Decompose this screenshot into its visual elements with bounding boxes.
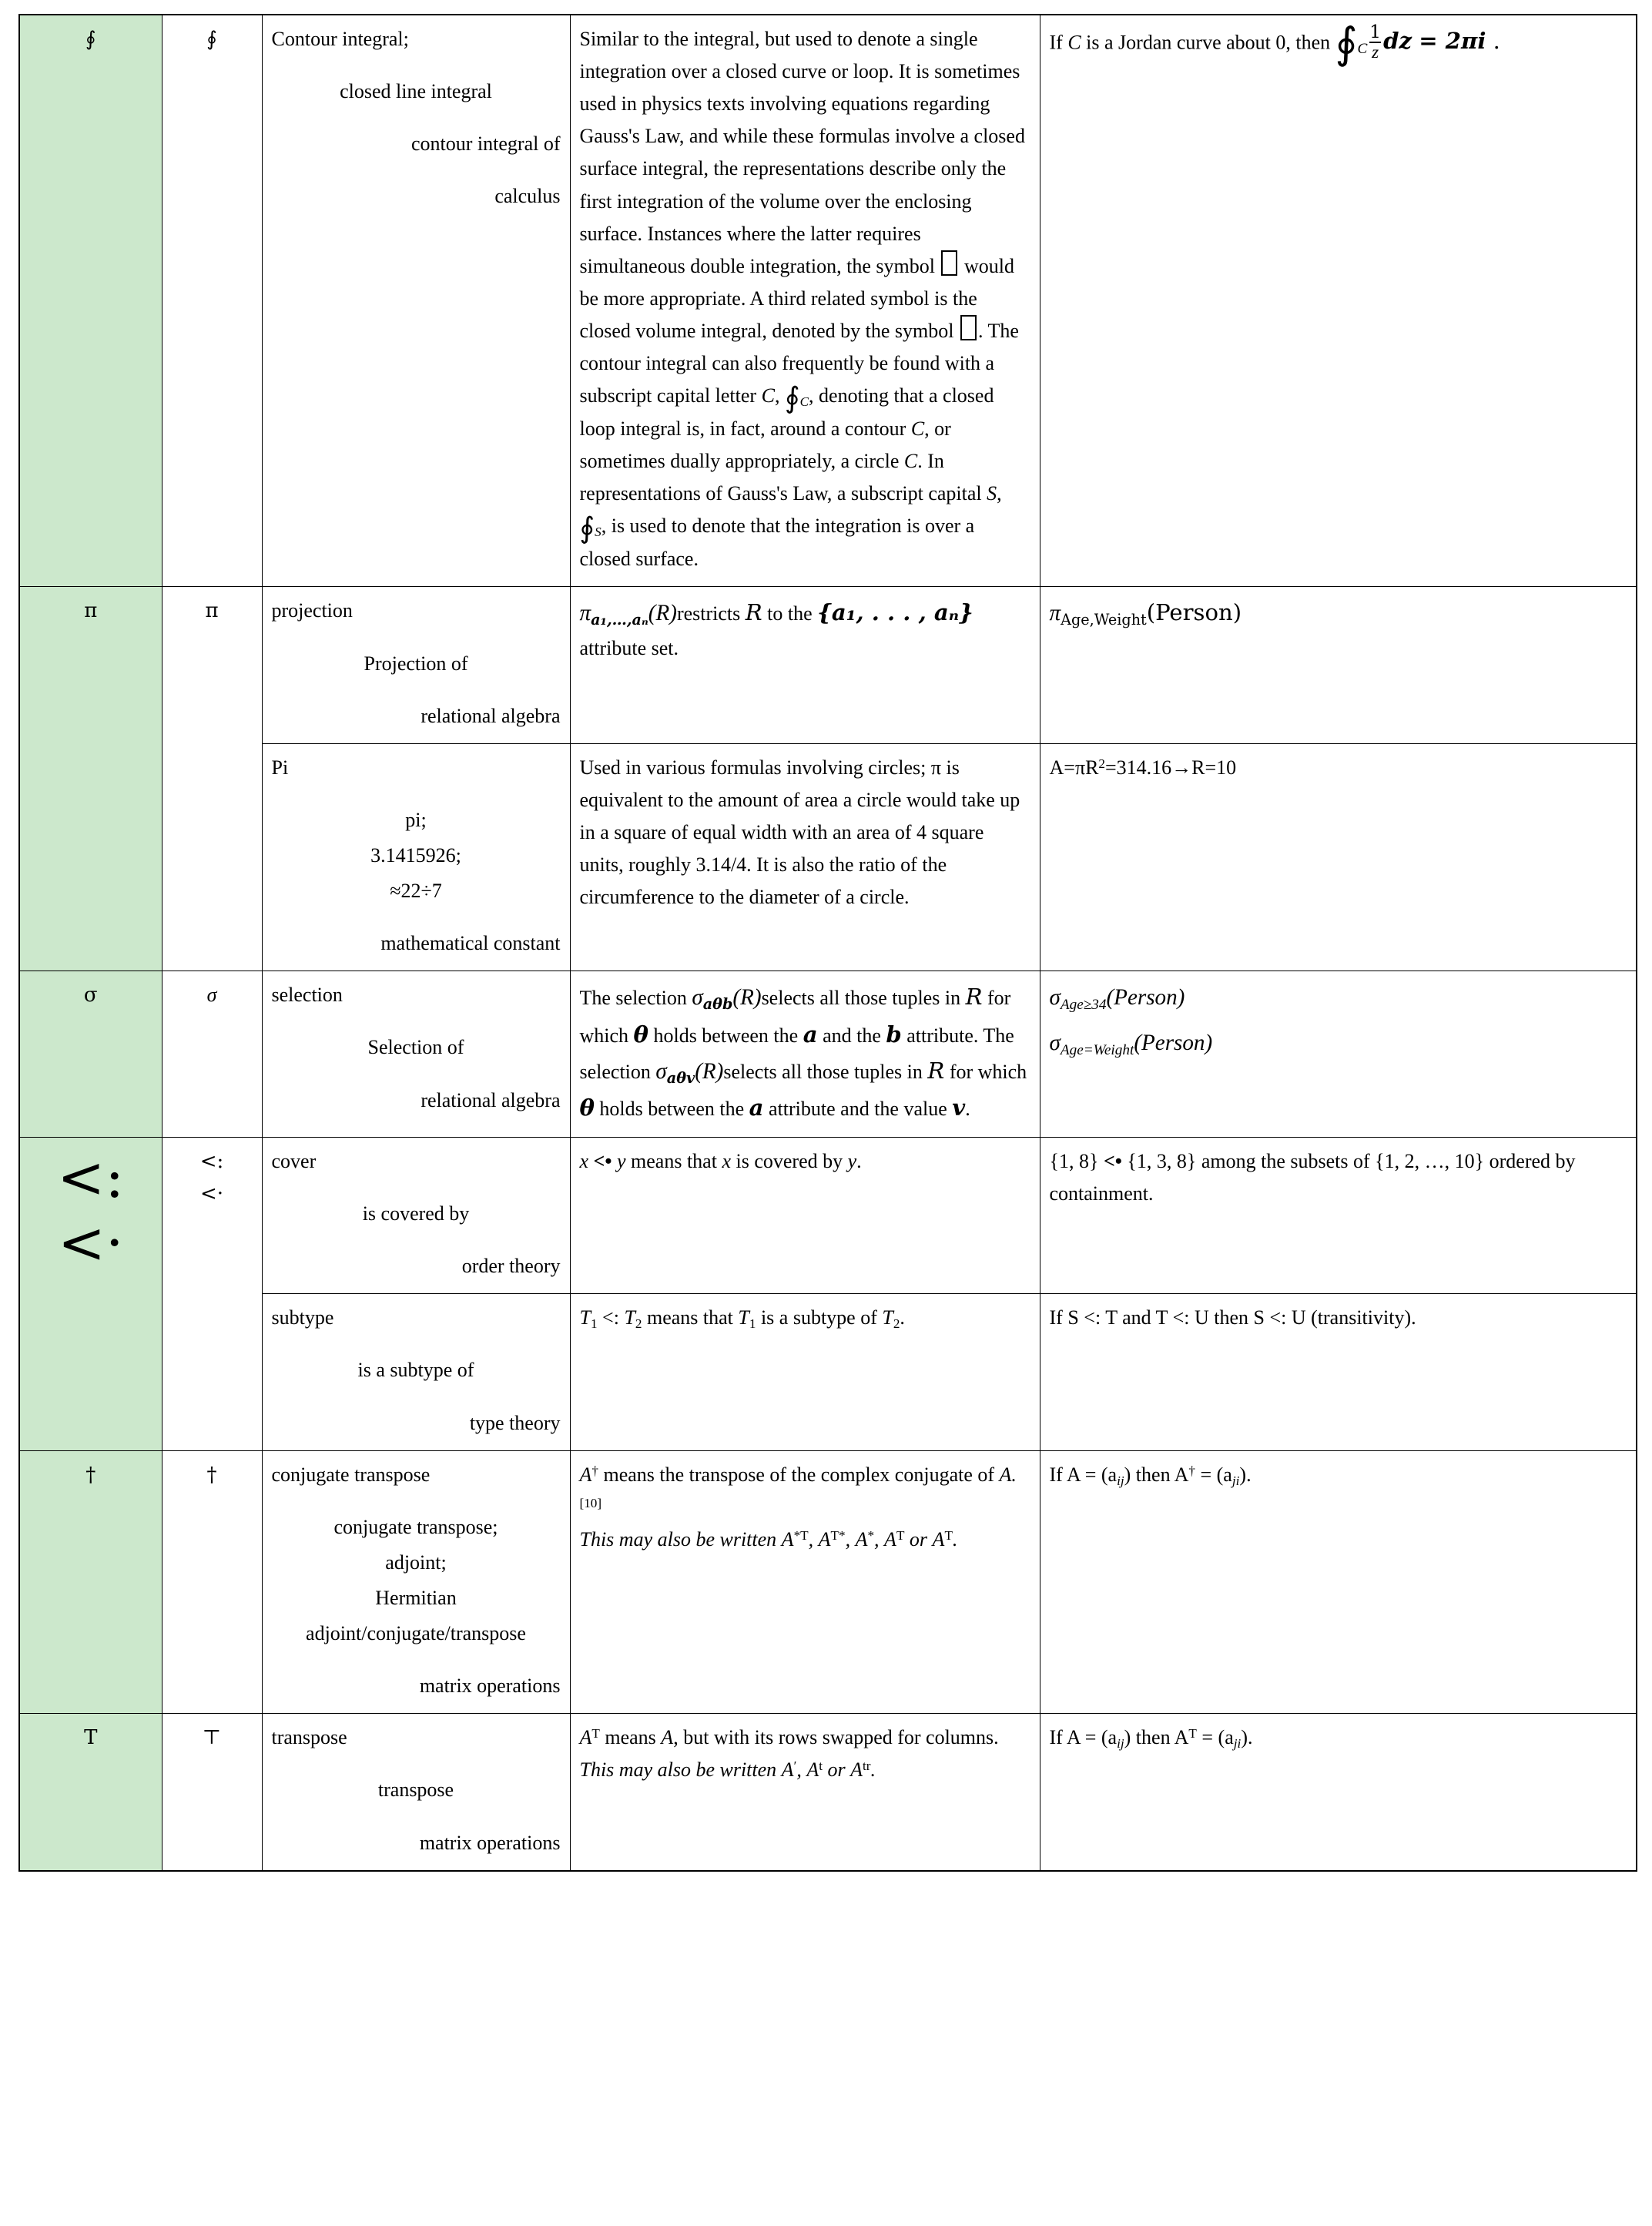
letter-c-1: C (761, 384, 775, 407)
example-dagger: † (1188, 1463, 1195, 1478)
example-subscript: Age=Weight (1060, 1042, 1134, 1059)
subscript-c: C (799, 394, 809, 410)
example-text-2: ) then A (1124, 1726, 1189, 1749)
matrix-a: A (579, 1726, 592, 1749)
example-text-1: If A = (a (1049, 1463, 1118, 1486)
example-subscript: Age≥34 (1060, 997, 1107, 1014)
differential-dz: dz (1383, 28, 1412, 55)
covered-by-operator: <• (593, 1150, 612, 1173)
example-cell-conjugate-transpose (1040, 1450, 1637, 1714)
matrix-a-2: A (661, 1726, 674, 1749)
prime-mark: ′ (793, 1758, 797, 1774)
selection-example-1 (1050, 979, 1627, 1017)
reading: is a subtype of (357, 1359, 474, 1382)
selection-formula-1 (692, 984, 762, 1014)
meaning-text-part5: , or sometimes dually appropriately, a circle (579, 417, 951, 473)
fraction-numerator: 1 (1369, 22, 1382, 42)
reading: conjugate transpose; (333, 1515, 498, 1538)
value-v: v (952, 1094, 966, 1121)
alt-sup-t: t (819, 1758, 823, 1774)
meaning-text-6: attribute. The selection (579, 1024, 1014, 1083)
contour-integral-big-icon: ∮ (1335, 19, 1358, 69)
example-formula: $∮_C$ $\frac{1}{z}$ dz = 2πi . (1335, 19, 1500, 69)
type-t-2: T (624, 1306, 635, 1329)
name-cell-projection (262, 587, 570, 743)
volume-integral-missing-glyph (960, 315, 977, 340)
meaning-text-3: . (900, 1306, 905, 1329)
name-cell-contour-integral (262, 15, 570, 587)
reading: pi; (405, 808, 427, 831)
reference-marker: [10] (579, 1495, 602, 1510)
table-row (19, 743, 1637, 971)
attribute-a-2: a (749, 1094, 764, 1121)
symbol-cell-transpose (19, 1714, 162, 1871)
sigma-operator: σ (1049, 1031, 1061, 1056)
unicode-glyph: ⊤ (202, 1726, 222, 1750)
example-subscript-ij: ij (1117, 1473, 1124, 1488)
transpose-superscript: T (591, 1726, 600, 1742)
matrix-a-7: A (932, 1527, 945, 1550)
symbol-name: transpose (271, 1726, 347, 1749)
meaning-cell-transpose (570, 1714, 1040, 1871)
symbol-readings (272, 1354, 561, 1386)
example-cell-transpose (1040, 1714, 1637, 1871)
unicode-cell-covered-by (162, 1138, 262, 1451)
example-set-a: {1, 8} (1049, 1150, 1099, 1173)
example-subscript-ji: ji (1233, 1736, 1242, 1752)
symbol-cell-sigma (19, 971, 162, 1138)
example-text-3: = (a (1200, 1463, 1232, 1486)
projection-subscript: a₁,…,aₙ (591, 611, 648, 629)
meaning-text-2: is covered by (736, 1150, 843, 1173)
pi-operator: π (1049, 601, 1061, 626)
example-text: If S <: T and T <: U then S <: U (transitivity). (1049, 1306, 1416, 1329)
variable-x: x (579, 1150, 589, 1173)
meaning-cell-conjugate-transpose (570, 1450, 1040, 1714)
subscript-1: 1 (590, 1316, 598, 1332)
symbol-readings (272, 1031, 561, 1064)
example-cell-subtype (1040, 1294, 1637, 1450)
symbol-readings (272, 75, 561, 108)
name-cell-selection (262, 971, 570, 1138)
relation-r-1: R (965, 984, 983, 1011)
meaning-text-5: and the (823, 1024, 881, 1047)
subtype-icon: <: (57, 1145, 125, 1212)
example-subscript: Age,Weight (1061, 611, 1147, 629)
selection-example-2 (1050, 1024, 1627, 1062)
comma-1: , (808, 1527, 814, 1550)
meaning-text-4: holds between the (653, 1024, 799, 1047)
selection-subscript-2: aθv (666, 1068, 695, 1087)
example-prefix: A=πR (1049, 756, 1099, 779)
reading: adjoint/conjugate/transpose (306, 1622, 526, 1645)
reading: adjoint; (385, 1550, 447, 1574)
table-row (19, 1294, 1637, 1450)
unicode-glyph: σ (206, 984, 217, 1007)
unicode-cell-pi (162, 587, 262, 971)
unicode-cell-dagger (162, 1450, 262, 1714)
alt-sup-4: T (896, 1528, 905, 1544)
selection-formula-2 (655, 1058, 724, 1087)
example-text-2: ) then A (1124, 1463, 1189, 1486)
letter-c-2: C (910, 417, 925, 441)
attribute-set: {a₁, . . . , aₙ} (817, 599, 973, 626)
example-text: among the subsets of {1, 2, …, 10} ordered by containment. (1049, 1150, 1576, 1205)
meaning-cell-selection (570, 971, 1040, 1138)
math-symbols-table (18, 14, 1637, 1872)
example-text-4: ). (1239, 1463, 1252, 1486)
comma-3: , (874, 1527, 880, 1550)
alt-sup-5: T (944, 1528, 953, 1544)
matrix-a-2: A. (999, 1463, 1017, 1486)
meaning-text-7: selects all those tuples in (723, 1060, 923, 1083)
sigma-operator: σ (692, 985, 703, 1011)
matrix-a-3: A (781, 1758, 794, 1782)
example-text-1: If A = (a (1049, 1726, 1118, 1749)
meaning-text-1: means (605, 1726, 656, 1749)
meaning-text-part3: . The contour integral can also frequently be found with a subscript capital letter (579, 319, 1019, 407)
example-suffix: =314.16→R=10 (1105, 756, 1237, 779)
table-row (19, 1714, 1637, 1871)
conjunction-or: or (909, 1527, 928, 1550)
symbol-readings (272, 648, 561, 680)
reading: transpose (377, 1778, 454, 1802)
period: . (870, 1758, 876, 1782)
symbol-readings (272, 804, 561, 907)
unicode-glyph: ∮ (206, 28, 217, 51)
symbol-name: Pi (271, 756, 289, 779)
meaning-text-1: The selection (579, 987, 687, 1010)
example-set-b: {1, 3, 8} (1127, 1150, 1197, 1173)
example-cell-projection (1040, 587, 1637, 743)
letter-s-1: S (987, 482, 997, 505)
covered-by-operator: <• (1103, 1150, 1122, 1173)
dagger-superscript: † (591, 1463, 598, 1478)
unicode-cell-contour-integral (162, 15, 262, 587)
meaning-cell-subtype (570, 1294, 1040, 1450)
symbol-name: projection (271, 599, 353, 622)
matrix-a-5: A (850, 1758, 863, 1782)
matrix-a-5: A (855, 1527, 868, 1550)
subscript-2: 2 (635, 1316, 642, 1332)
meaning-text-part4: , denoting that a closed loop integral is, in fact, around a contour (579, 384, 994, 441)
meaning-text-11: . (965, 1097, 970, 1120)
symbol-field: order theory (461, 1255, 561, 1278)
symbol-name: subtype (271, 1306, 334, 1329)
sigma-operator-2: σ (655, 1058, 667, 1084)
example-argument: (Person) (1106, 985, 1185, 1011)
symbol-field: calculus (494, 185, 561, 208)
equation-right-side: = 2πi (1419, 28, 1486, 55)
meaning-cell-contour-integral: Similar to the integral, but used to denote a single integration over a closed curve or loop. It is sometimes used in physics texts involving equations regarding Gauss's Law, and while these formulas involve a closed surface integral, the representations describe only the first integration of the volume over the enclosing surface. Instances where the latter requires simultaneous double integration, the symbol would be more appropriate. A third related symbol is the closed volume integral, denoted by the symbol . The contour integral can also frequently be found with a subscript capital letter C, $∮_C$, denoting that a closed loop integral is, in fact, around a contour C, or sometimes dually appropriately, a circle C. In representations of Gauss's Law, a subscript capital S, $∮_S$, is used to denote that the integration is over a closed surface. (570, 15, 1040, 587)
symbol-name: Contour integral; (271, 28, 409, 50)
reading: Hermitian (375, 1587, 457, 1610)
symbol-field: matrix operations (419, 1831, 561, 1854)
formula-subscript-c: C (1357, 41, 1368, 58)
example-text-4: ). (1241, 1726, 1253, 1749)
symbol-field: matrix operations (419, 1675, 561, 1698)
name-cell-subtype (262, 1294, 570, 1450)
projection-argument: (R) (648, 601, 677, 626)
covered-by-icon: <· (57, 1210, 124, 1277)
type-t-4: T (882, 1306, 893, 1329)
matrix-a-3: A (781, 1527, 794, 1550)
table-row (19, 1450, 1637, 1714)
symbol-cell-contour-integral (19, 15, 162, 587)
meaning-text-1: means that (646, 1306, 733, 1329)
matrix-a-6: A (884, 1527, 896, 1550)
conjunction-or: or (827, 1758, 846, 1782)
meaning-text-1: means that (631, 1150, 717, 1173)
projection-example-formula (1049, 599, 1242, 629)
comma-1: , (796, 1758, 802, 1782)
symbol-cell-dagger (19, 1450, 162, 1714)
symbol-readings (272, 1198, 561, 1230)
name-cell-cover (262, 1138, 570, 1294)
alt-notation-text: This may also be written (579, 1527, 777, 1550)
meaning-text-part7: , is used to denote that the integration is over a closed surface. (579, 515, 975, 571)
relation-r: R (745, 599, 762, 626)
meaning-text-part1: Similar to the integral, but used to denote a single integration over a closed curve or loop. It is sometimes used in physics texts involving equations regarding Gauss's Law, and while these formulas involve a closed surface integral, the representations describe only the first integration of the volume over the enclosing surface. Instances where the latter requires simultaneous double integration, the symbol (579, 28, 1025, 277)
projection-formula (579, 599, 677, 629)
unicode-glyph-2: <· (199, 1182, 224, 1206)
alt-sup-tr: tr (863, 1758, 871, 1774)
example-prefix: If (1049, 31, 1063, 54)
name-cell-transpose (262, 1714, 570, 1871)
name-cell-pi-constant (262, 743, 570, 971)
meaning-cell-cover (570, 1138, 1040, 1294)
fraction-one-over-z (1369, 23, 1381, 62)
unicode-glyph-1: <: (199, 1150, 224, 1174)
relation-r-2: R (927, 1057, 945, 1084)
reading: closed line integral (340, 80, 492, 103)
dagger-icon: † (85, 1463, 96, 1487)
selection-subscript: aθb (702, 995, 733, 1014)
example-transpose: T (1188, 1726, 1197, 1742)
meaning-text-2: to the (767, 602, 813, 625)
reading: 3.1415926; (370, 844, 461, 867)
pi-operator: π (579, 601, 591, 626)
subscript-s: S (595, 525, 601, 540)
meaning-text-part2: would be more appropriate. A third related symbol is the closed volume integral, denoted by the symbol (579, 254, 1014, 342)
sigma-icon: σ (83, 984, 98, 1007)
attribute-a-1: a (803, 1021, 818, 1048)
meaning-text-9: holds between the (599, 1097, 745, 1120)
unicode-glyph: π (205, 599, 219, 623)
example-text-3: = (a (1201, 1726, 1234, 1749)
reading: Projection of (364, 652, 468, 675)
selection-argument-2: (R) (695, 1058, 724, 1084)
theta-2: θ (579, 1094, 595, 1121)
pi-icon: π (84, 599, 98, 623)
period: . (952, 1527, 958, 1550)
meaning-text-2: , but with its rows swapped for columns. (673, 1726, 999, 1749)
meaning-text-part6: . In representations of Gauss's Law, a subscript capital (579, 450, 982, 505)
meaning-text-3: . (856, 1150, 862, 1173)
variable-x-2: x (722, 1150, 731, 1173)
unicode-cell-transpose (162, 1714, 262, 1871)
sigma-operator: σ (1049, 985, 1061, 1011)
meaning-text-8: for which (949, 1060, 1027, 1083)
matrix-a-4: A (806, 1758, 819, 1782)
symbol-field: relational algebra (421, 1088, 561, 1111)
type-t-3: T (738, 1306, 749, 1329)
symbol-readings (272, 1774, 561, 1806)
variable-y: y (616, 1150, 626, 1173)
table-row (19, 15, 1637, 587)
attribute-b: b (886, 1021, 902, 1048)
meaning-text-3: attribute set. (579, 636, 679, 659)
symbol-field: relational algebra (421, 704, 561, 727)
symbol-readings (272, 1511, 561, 1650)
example-cell-selection (1040, 971, 1637, 1138)
double-contour-integral-missing-glyph (941, 250, 957, 276)
symbol-cell-pi (19, 587, 162, 971)
variable-y-2: y (847, 1150, 857, 1173)
alt-sup-1: *T (793, 1528, 809, 1544)
symbol-name: conjugate transpose (271, 1463, 431, 1486)
alt-sup-2: T* (830, 1528, 846, 1544)
contour-integral-inline-c: ∮ (784, 380, 800, 414)
unicode-cell-sigma (162, 971, 262, 1138)
type-t-1: T (579, 1306, 591, 1329)
example-subscript-ij: ij (1117, 1736, 1124, 1752)
example-cell-cover (1040, 1138, 1637, 1294)
example-cell-pi-constant (1040, 743, 1637, 971)
example-subscript-ji: ji (1231, 1473, 1240, 1488)
symbol-field: mathematical constant (380, 932, 561, 955)
selection-argument: (R) (732, 985, 762, 1011)
meaning-text-1: means the transpose of the complex conjugate of (603, 1463, 995, 1486)
subscript-3: 1 (749, 1316, 756, 1332)
example-middle: is a Jordan curve about 0, then (1086, 31, 1331, 54)
meaning-cell-pi-constant: Used in various formulas involving circles; π is equivalent to the amount of area a circle would take up in a square of equal width with an area of 4 square units, roughly 3.14/4. It is also the ratio of the circumference to the diameter of a circle. (570, 743, 1040, 971)
example-argument: (Person) (1146, 599, 1242, 626)
reading: is covered by (362, 1202, 470, 1225)
unicode-glyph: † (206, 1463, 217, 1487)
subtype-operator: <: (602, 1306, 619, 1329)
meaning-text-1: restricts (676, 602, 741, 625)
reading: ≈22÷7 (390, 880, 442, 903)
table-row (19, 587, 1637, 743)
letter-c-3: C (903, 450, 918, 473)
symbol-subfield-line: contour integral of (411, 132, 561, 156)
fraction-denominator: z (1369, 42, 1381, 62)
theta-1: θ (633, 1021, 648, 1048)
meaning-cell-projection (570, 587, 1040, 743)
meaning-text-2: is a subtype of (760, 1306, 877, 1329)
example-argument: (Person) (1134, 1031, 1213, 1056)
alt-notation-text: This may also be written (579, 1758, 777, 1782)
symbol-name: selection (271, 984, 343, 1007)
matrix-a: A (579, 1463, 592, 1486)
meaning-text-10: attribute and the value (769, 1097, 947, 1120)
contour-integral-icon: ∮ (85, 28, 96, 51)
contour-integral-inline-s: ∮ (579, 511, 595, 545)
example-cell-contour-integral (1040, 15, 1637, 587)
covered-by-icon-stack (29, 1145, 152, 1276)
symbol-field: type theory (469, 1411, 561, 1434)
alt-sup-3: * (867, 1528, 875, 1544)
table-row (19, 1138, 1637, 1294)
meaning-text-2: selects all those tuples in (761, 987, 961, 1010)
table-row (19, 971, 1637, 1138)
name-cell-conjugate-transpose (262, 1450, 570, 1714)
meaning-text-3: for which (579, 987, 1011, 1047)
example-exponent: 2 (1098, 756, 1105, 771)
matrix-a-4: A (818, 1527, 831, 1550)
example-letter-c: C (1067, 31, 1081, 54)
reading: Selection of (367, 1036, 464, 1059)
symbol-name: cover (271, 1150, 317, 1173)
capital-t-icon: T (84, 1726, 98, 1750)
subscript-4: 2 (893, 1316, 900, 1332)
symbol-cell-covered-by (19, 1138, 162, 1451)
comma-2: , (845, 1527, 851, 1550)
